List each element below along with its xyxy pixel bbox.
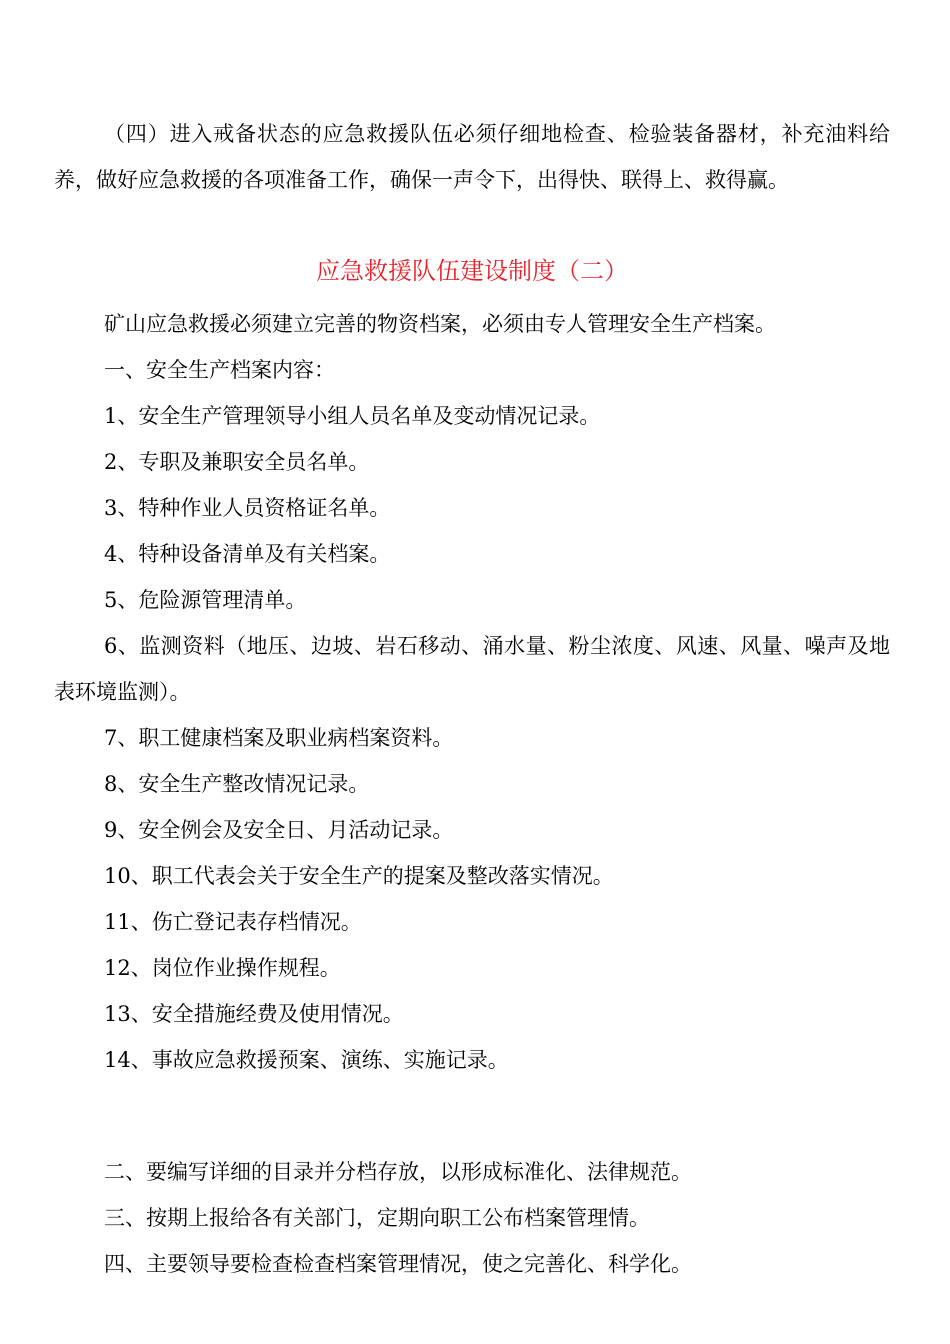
list-item: 14、事故应急救援预案、演练、实施记录。 [104, 1048, 509, 1072]
list-item: 4、特种设备清单及有关档案。 [104, 542, 391, 566]
list-item: 5、危险源管理清单。 [104, 588, 307, 612]
document-title: 应急救援队伍建设制度（二） [316, 257, 628, 285]
section-one-heading: 一、安全生产档案内容： [104, 358, 335, 382]
closing-paragraph: 四、主要领导要检查检查档案管理情况，使之完善化、科学化。 [104, 1252, 692, 1276]
list-item: 10、职工代表会关于安全生产的提案及整改落实情况。 [104, 864, 614, 888]
list-item: 11、伤亡登记表存档情况。 [104, 910, 362, 934]
intro-paragraph: （四）进入戒备状态的应急救援队伍必须仔细地检查、检验装备器材，补充油料给养，做好应急救援的各项准备工作，确保一声令下，出得快、联得上、救得赢。 [54, 122, 890, 192]
list-item: 2、专职及兼职安全员名单。 [104, 450, 370, 474]
closing-paragraph: 三、按期上报给各有关部门，定期向职工公布档案管理情。 [104, 1206, 650, 1230]
list-item: 12、岗位作业操作规程。 [104, 956, 341, 980]
list-item: 6、监测资料（地压、边坡、岩石移动、涌水量、粉尘浓度、风速、风量、噪声及地表环境监测）。 [54, 634, 890, 704]
closing-paragraph: 二、要编写详细的目录并分档存放，以形成标准化、法律规范。 [104, 1160, 692, 1184]
list-item: 9、安全例会及安全日、月活动记录。 [104, 818, 454, 842]
list-item: 8、安全生产整改情况记录。 [104, 772, 370, 796]
list-item: 7、职工健康档案及职业病档案资料。 [104, 726, 454, 750]
lead-paragraph: 矿山应急救援必须建立完善的物资档案，必须由专人管理安全生产档案。 [104, 312, 776, 336]
list-item: 13、安全措施经费及使用情况。 [104, 1002, 404, 1026]
list-item: 1、安全生产管理领导小组人员名单及变动情况记录。 [104, 404, 601, 428]
list-item: 3、特种作业人员资格证名单。 [104, 496, 391, 520]
